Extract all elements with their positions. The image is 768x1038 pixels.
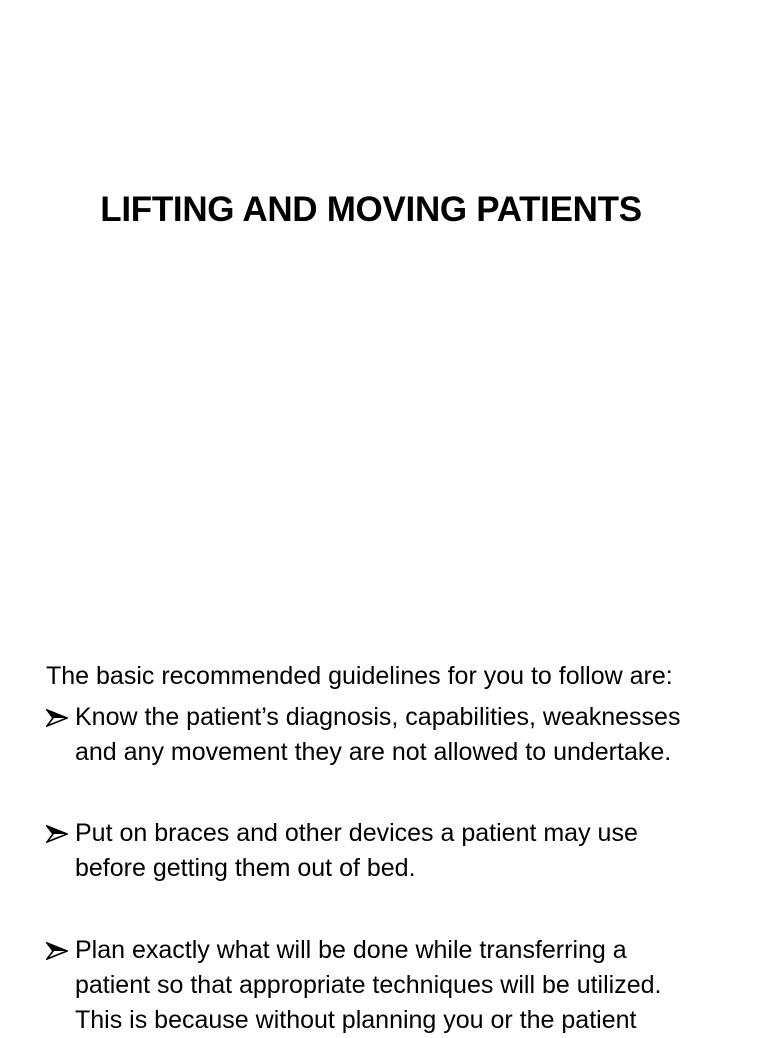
- bullet-item: [46, 933, 746, 1038]
- intro-text: The basic recommended guidelines for you to follow are:: [46, 662, 673, 690]
- bullet-item: [46, 816, 746, 886]
- arrowhead-bullet-icon: [46, 709, 68, 727]
- bullet-item: [46, 700, 746, 770]
- arrowhead-bullet-icon: [46, 825, 68, 843]
- slide-title: LIFTING AND MOVING PATIENTS: [100, 190, 642, 229]
- bullet-text: Plan exactly what will be done while transferring a patient so that appropriate techniques will be utilized. This is because without planning you or the patient: [75, 936, 662, 1034]
- bullet-text: Put on braces and other devices a patient may use before getting them out of bed.: [75, 819, 638, 882]
- arrowhead-bullet-icon: [46, 942, 68, 960]
- bullet-text: Know the patient’s diagnosis, capabilities, weaknesses and any movement they are not allowed to undertake.: [75, 703, 681, 766]
